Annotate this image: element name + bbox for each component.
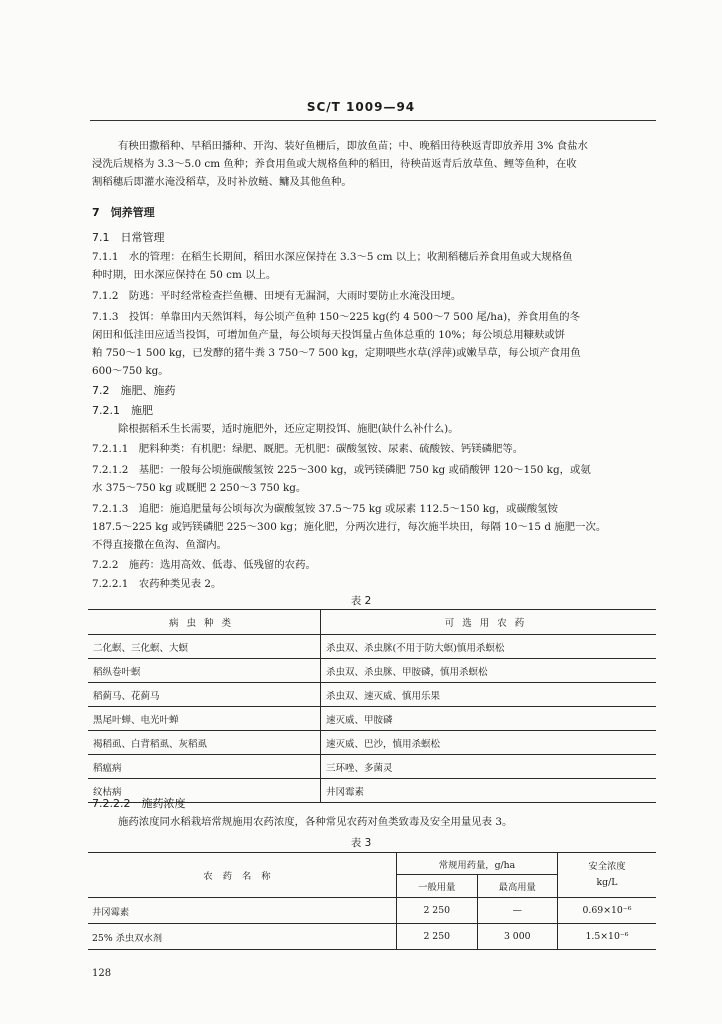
pest-cell: 稻瘟病 bbox=[88, 755, 321, 779]
table-row bbox=[88, 898, 656, 924]
table-3-header-max: 最高用量 bbox=[477, 875, 558, 898]
max-dose-cell: — bbox=[477, 898, 558, 924]
drug-cell: 杀虫双、速灭威、慎用乐果 bbox=[321, 683, 657, 707]
drug-name-cell: 25% 杀虫双水剂 bbox=[88, 924, 397, 950]
table-row bbox=[88, 924, 656, 950]
paragraph-line: 水 375～750 kg 或厩肥 2 250～3 750 kg。 bbox=[92, 482, 307, 494]
paragraph-line: 7.1.2 防逃：平时经常检查拦鱼栅、田埂有无漏洞，大雨时要防止水淹没田埂。 bbox=[92, 290, 462, 302]
paragraph-line: 7.1.1 水的管理：在稻生长期间，稻田水深应保持在 3.3～5 cm 以上；收割稻穗后养食用鱼或大规格鱼 bbox=[92, 251, 573, 263]
header-rule bbox=[90, 120, 656, 121]
table-2-header-pest: 病虫种类 bbox=[88, 610, 321, 635]
paragraph-line: 7.2.1.1 肥料种类：有机肥：绿肥、厩肥。无机肥：碳酸氢铵、尿素、硫酸铵、钙镁磷肥等。 bbox=[92, 443, 524, 455]
drug-name-cell: 井冈霉素 bbox=[88, 898, 397, 924]
table-2-header-drug: 可选用农药 bbox=[321, 610, 657, 635]
paragraph-line: 粕 750～1 500 kg，已发酵的猪牛粪 3 750～7 500 kg，定期喂些水草(浮萍)或嫩旱草，每公顷产食用鱼 bbox=[92, 347, 581, 359]
paragraph-line: 7.2.1.3 追肥：施追肥量每公顷每次为碳酸氢铵 37.5～75 kg 或尿素 112.5～150 kg，或碳酸氢铵 bbox=[92, 503, 559, 515]
table-3-header-safe bbox=[558, 853, 657, 898]
pest-cell: 纹枯病 bbox=[88, 779, 321, 803]
section-7-heading: 7 饲养管理 bbox=[92, 206, 155, 219]
pest-cell: 二化螟、三化螟、大螟 bbox=[88, 635, 321, 659]
normal-dose-cell: 2 250 bbox=[397, 898, 478, 924]
drug-cell: 三环唑、多菌灵 bbox=[321, 755, 657, 779]
table-3-toxicity bbox=[88, 852, 656, 950]
paragraph-line: 割稻穗后即灌水淹没稻草，及时补放鲢、鳙及其他鱼种。 bbox=[92, 176, 352, 188]
safe-header-line2: kg/L bbox=[596, 877, 618, 888]
paragraph-line: 除根据稻禾生长需要，适时施肥外，还应定期投饵、施肥(缺什么补什么)。 bbox=[118, 423, 459, 435]
section-7-1-heading: 7.1 日常管理 bbox=[92, 231, 165, 244]
drug-cell: 井冈霉素 bbox=[321, 779, 657, 803]
drug-cell: 速灭威、甲胺磷 bbox=[321, 707, 657, 731]
safe-concentration-cell: 0.69×10⁻⁶ bbox=[558, 898, 657, 924]
drug-cell: 杀虫双、杀虫脒、甲胺磷，慎用杀螟松 bbox=[321, 659, 657, 683]
standard-code-header: SC/T 1009—94 bbox=[306, 100, 416, 114]
table-2-pesticides bbox=[88, 609, 656, 803]
table-2-caption: 表 2 bbox=[350, 595, 372, 607]
pest-cell: 褐稻虱、白背稻虱、灰稻虱 bbox=[88, 731, 321, 755]
safe-header-line1: 安全浓度 bbox=[588, 861, 626, 872]
paragraph-line: 不得直接撒在鱼沟、鱼溜内。 bbox=[92, 539, 228, 551]
section-7-2-1-heading: 7.2.1 施肥 bbox=[92, 404, 153, 417]
pest-cell: 稻蓟马、花蓟马 bbox=[88, 683, 321, 707]
max-dose-cell: 3 000 bbox=[477, 924, 558, 950]
paragraph-line: 7.2.2.1 农药种类见表 2。 bbox=[92, 578, 222, 590]
normal-dose-cell: 2 250 bbox=[397, 924, 478, 950]
paragraph-line: 600～750 kg。 bbox=[92, 365, 169, 377]
paragraph-line: 7.2.2 施药：选用高效、低毒、低残留的农药。 bbox=[92, 559, 316, 571]
paragraph-line: 有秧田撒稻种、早稻田播种、开沟、装好鱼栅后，即放鱼苗；中、晚稻田待秧返青即放养用 3% 食盐水 bbox=[118, 140, 588, 152]
safe-concentration-cell: 1.5×10⁻⁶ bbox=[558, 924, 657, 950]
paragraph-line: 浸洗后规格为 3.3～5.0 cm 鱼种；养食用鱼或大规格鱼种的稻田，待秧苗返青后放草鱼、鲤等鱼种，在收 bbox=[92, 158, 577, 170]
table-row bbox=[88, 755, 656, 779]
table-row bbox=[88, 731, 656, 755]
table-3-header-normal: 一般用量 bbox=[397, 875, 478, 898]
table-3-caption: 表 3 bbox=[350, 837, 372, 849]
paragraph-line: 闲田和低洼田应适当投饵，可增加鱼产量，每公顷每天投饵量占鱼体总重的 10%；每公顷总用糠麸或饼 bbox=[92, 329, 566, 341]
table-row bbox=[88, 683, 656, 707]
paragraph-line: 187.5～225 kg 或钙镁磷肥 225～300 kg；施化肥，分两次进行，每次施半块田，每隔 10～15 d 施肥一次。 bbox=[92, 521, 607, 533]
table-3-header-name: 农药名称 bbox=[88, 853, 397, 898]
pest-cell: 黑尾叶蝉、电光叶蝉 bbox=[88, 707, 321, 731]
paragraph-line: 7.2.1.2 基肥：一般每公顷施碳酸氢铵 225～300 kg，或钙镁磷肥 750 kg 或硝酸钾 120～150 kg，或氨 bbox=[92, 464, 591, 476]
table-row bbox=[88, 635, 656, 659]
page-number: 128 bbox=[92, 968, 112, 979]
section-7-2-2-2-heading: 7.2.2.2 施药浓度 bbox=[92, 797, 186, 810]
paragraph-line: 7.1.3 投饵：单靠田内天然饵料，每公顷产鱼种 150～225 kg(约 4 500～7 500 尾/ha)，养食用鱼的冬 bbox=[92, 311, 580, 323]
drug-cell: 速灭威、巴沙，慎用杀螟松 bbox=[321, 731, 657, 755]
section-7-2-heading: 7.2 施肥、施药 bbox=[92, 384, 176, 397]
table-row bbox=[88, 707, 656, 731]
table-row bbox=[88, 659, 656, 683]
drug-cell: 杀虫双、杀虫脒(不用于防大螟)慎用杀螟松 bbox=[321, 635, 657, 659]
paragraph-line: 施药浓度同水稻栽培常规施用农药浓度，各种常见农药对鱼类致毒及安全用量见表 3。 bbox=[118, 816, 513, 828]
paragraph-line: 种时期，田水深应保持在 50 cm 以上。 bbox=[92, 269, 277, 281]
table-3-header-dose: 常规用药量，g/ha bbox=[397, 853, 558, 875]
pest-cell: 稻纵卷叶螟 bbox=[88, 659, 321, 683]
